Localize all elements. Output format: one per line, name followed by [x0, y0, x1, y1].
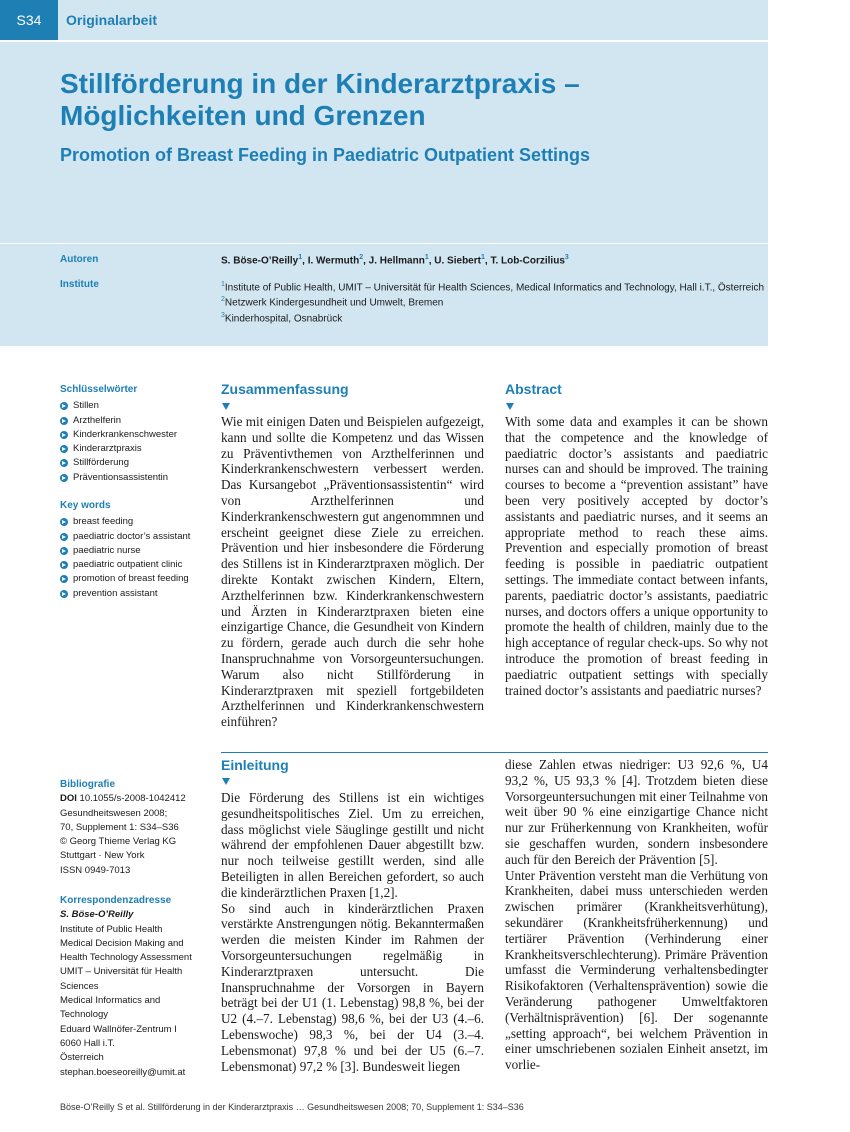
keyword-item: breast feeding [60, 515, 190, 529]
article-title: Stillförderung in der Kinderarztpraxis – Möglichkeiten und Grenzen [60, 68, 580, 131]
address-line: Health Technology Assessment [60, 952, 192, 964]
bibliography-line: Gesundheitswesen 2008; [60, 807, 168, 819]
article-subtitle: Promotion of Breast Feeding in Paediatric Outpatient Settings [60, 145, 591, 165]
doi-value: 10.1055/s-2008-1042412 [79, 793, 186, 805]
keyword-item: paediatric outpatient clinic [60, 558, 190, 572]
institutes-label: Institute [60, 279, 99, 290]
doi-label: DOI [60, 793, 77, 805]
keyword-item: Stillförderung [60, 456, 177, 470]
einleitung-column-1 [221, 790, 484, 1074]
author-separator: , [302, 255, 308, 267]
doi-line [60, 792, 186, 806]
paragraph: diese Zahlen etwas niedriger: U3 92,6 %, U4 93,2 %, U5 93,3 % [4]. Trotzdem bieten diese Vorsorgeuntersuchungen mit einer Teilnahme von weit über 90 % eine einzigartige Chance nicht nur zur Früherkennung von Krankheiten, wofür sie geschaffen wurden, sondern insbesondere auch für den Bereich der Prävention [5]. [505, 757, 768, 867]
keyword-item: paediatric nurse [60, 544, 190, 558]
title-separator [0, 243, 768, 244]
keywords-en-list [60, 515, 190, 601]
author-name: U. Siebert [434, 255, 481, 267]
bibliography-line: 70, Supplement 1: S34–S36 [60, 821, 179, 833]
author-name: T. Lob-Corzilius [490, 255, 565, 267]
institute-list [221, 279, 764, 325]
bibliography-block [60, 778, 186, 878]
header-separator [0, 40, 768, 42]
keywords-de [60, 383, 177, 485]
bibliography-heading: Bibliografie [60, 779, 116, 790]
institute-line [221, 294, 764, 309]
triangle-down-icon [222, 778, 230, 785]
section-label: Originalarbeit [66, 12, 158, 28]
bibliography-line: © Georg Thieme Verlag KG [60, 836, 177, 848]
address-line: UMIT – Universität für Health [60, 966, 183, 978]
abstract-text: With some data and examples it can be shown that the competence and the knowledge of paediatric doctor’s assistants and paediatric nurses can and should be improved. The training courses to become a “prevention assistant” have been very positively accepted by doctor’s assistants and paediatric nurses, and it seems an appropriate method to reach these aims. Prevention and especially promotion of breast feeding is possible in paediatric outpatient settings. The immediate contact between infants, parents, paediatric doctor’s assistants, paediatric nurses, and doctors offers a unique opportunity to promote the health of children, mainly due to the high acceptance of regular check-ups. So why not introduce the promotion of breast feeding in paediatric outpatient settings with specially trained doctor’s assistants and paediatric nurses? [505, 414, 768, 698]
author-affiliation: 3 [564, 254, 569, 261]
email-link[interactable]: stephan.boeseoreilly@umit.at [60, 1066, 186, 1078]
keyword-item: Kinderkrankenschwester [60, 428, 177, 442]
section-rule [221, 752, 768, 753]
institute-name: Netzwerk Kindergesundheit und Umwelt, Bremen [224, 297, 444, 309]
institute-name: Kinderhospital, Osnabrück [224, 312, 343, 324]
triangle-down-icon [222, 403, 230, 410]
paragraph: So sind auch in kinderärztlichen Praxen verstärkte Anstrengungen nötig. Bekanntermaßen werden die meisten Kinder im Rahmen der Vorsorgeuntersuchungen regelmäßig in Kinderarztpraxen untersucht. Die Inanspruchnahme der Vorsorgen in Bayern beträgt bei der U1 (1. Lebenstag) 98,8 %, bei der U2 (4.–7. Lebenstag) 98,6 %, bei der U3 (4.–6. Lebenswoche) 98,3 %, bei der U4 (3.–4. Lebensmonat) 97,8 % und bei der U5 (6.–7. Lebensmonat) 97,2 % [3]. Bundesweit liegen [221, 900, 484, 1074]
institute-line [221, 310, 764, 325]
author-separator: , [484, 255, 491, 267]
authors-label: Autoren [60, 254, 99, 265]
author-affiliation: 2 [359, 254, 364, 261]
author-affiliation: 1 [424, 254, 429, 261]
author-list [221, 254, 569, 266]
keyword-item: Arzthelferin [60, 414, 177, 428]
author-name: S. Böse-O’Reilly [221, 255, 299, 267]
address-line: Medical Decision Making and [60, 937, 184, 949]
keywords-en [60, 499, 190, 601]
address-line: Institute of Public Health [60, 923, 163, 935]
keyword-item: paediatric doctor’s assistant [60, 530, 190, 544]
keywords-en-heading: Key words [60, 500, 111, 511]
zusammenfassung-heading: Zusammenfassung [221, 381, 349, 397]
einleitung-column-2 [505, 757, 768, 1073]
institute-name: Institute of Public Health, UMIT – Universität für Health Sciences, Medical Informatics and Technology, Hall i.T., Österreich [224, 282, 765, 294]
page-footer: Böse-O’Reilly S et al. Stillförderung in der Kinderarztpraxis … Gesundheitswesen 2008; 70, Supplement 1: S34–S36 [60, 1102, 524, 1112]
keyword-item: prevention assistant [60, 587, 190, 601]
einleitung-heading: Einleitung [221, 757, 289, 773]
address-line: 6060 Hall i.T. [60, 1037, 115, 1049]
bibliography-line: Stuttgart · New York [60, 850, 145, 862]
keyword-item: Stillen [60, 399, 177, 413]
keywords-de-list [60, 399, 177, 485]
paragraph: Die Förderung des Stillens ist ein wichtiges gesundheitspolitisches Ziel. Um zu erreichen, dass möglichst viele Säuglinge gestillt und nicht während der empfohlenen Dauer abgestillt bzw. nur noch teilweise gestillt werden, sind alle Beteiligten in allen Bereichen gefordert, so auch die kinderärztlichen Praxen [1,2]. [221, 790, 484, 900]
address-line: Österreich [60, 1052, 104, 1064]
author-separator: , [363, 255, 369, 267]
paragraph: Unter Prävention versteht man die Verhütung von Krankheiten, dabei muss unterschieden werden zwischen primärer (Krankheitsverhütung), sekundärer (Krankheitsfrüherkennung) und tertiärer Prävention (Verhinderung einer Krankheitsverschlechterung). Primäre Prävention umfasst die Verminderung verhaltensbedingter Risikofaktoren (Verhaltensprävention) sowie die Veränderung pathogener Umweltfaktoren (Verhältnisprävention) [6]. Der sogenannte „setting approach“, bei welchem Prävention in einer umschriebenen sozialen Einheit ansetzt, im vorlie- [505, 867, 768, 1073]
keywords-de-heading: Schlüsselwörter [60, 384, 138, 395]
correspondence-heading: Korrespondenzadresse [60, 895, 172, 906]
address-line: Eduard Wallnöfer-Zentrum I [60, 1023, 177, 1035]
institute-number: 2 [221, 296, 225, 304]
zusammenfassung-text: Wie mit einigen Daten und Beispielen aufgezeigt, kann und sollte die Kompetenz und das Wissen zu Präventivthemen von Arzthelferinnen und Kinderkrankenschwestern verbessert werden. Das Kursangebot „Präventionsassistentin“ wird von Arzthelferinnen und Kinderkrankenschwestern gut angenommnen und erscheint geeignet diese Ziele zu erreichen. Prävention und hier insbesondere die Förderung des Stillens ist in Kinderarztpraxen möglich. Der direkte Kontakt zwischen Kindern, Eltern, Arzthelferinnen bzw. Kinderkrankenschwestern und Ärzten in Kinderarztpraxen bieten eine einzigartige Chance, die Gesundheit von Kindern zu fördern, gerade auch durch die sehr hohe Inanspruchnahme von Vorsorgeuntersuchungen. Warum also nicht Stillförderung in Kinderarztpraxen mit speziell fortgebildeten Arzthelferinnen und Kinderkrankenschwestern einführen? [221, 414, 484, 730]
author-separator: , [428, 255, 435, 267]
author-name: J. Hellmann [368, 255, 425, 267]
keyword-item: Kinderarztpraxis [60, 442, 177, 456]
address-line: Technology [60, 1009, 109, 1021]
institute-number: 1 [221, 281, 225, 288]
bibliography-line: ISSN 0949-7013 [60, 864, 131, 876]
keyword-item: Präventionsassistentin [60, 471, 177, 485]
page-number: S34 [0, 0, 58, 40]
abstract-heading: Abstract [505, 381, 562, 397]
institute-line [221, 279, 764, 294]
correspondence-block [60, 894, 192, 1080]
correspondence-name: S. Böse-O’Reilly [60, 909, 134, 921]
triangle-down-icon [506, 403, 514, 410]
author-name: I. Wermuth [307, 255, 360, 267]
keyword-item: promotion of breast feeding [60, 572, 190, 586]
address-line: Medical Informatics and [60, 995, 161, 1007]
author-affiliation: 1 [298, 254, 303, 261]
address-line: Sciences [60, 980, 99, 992]
institute-number: 3 [221, 311, 225, 319]
author-affiliation: 1 [480, 254, 485, 261]
